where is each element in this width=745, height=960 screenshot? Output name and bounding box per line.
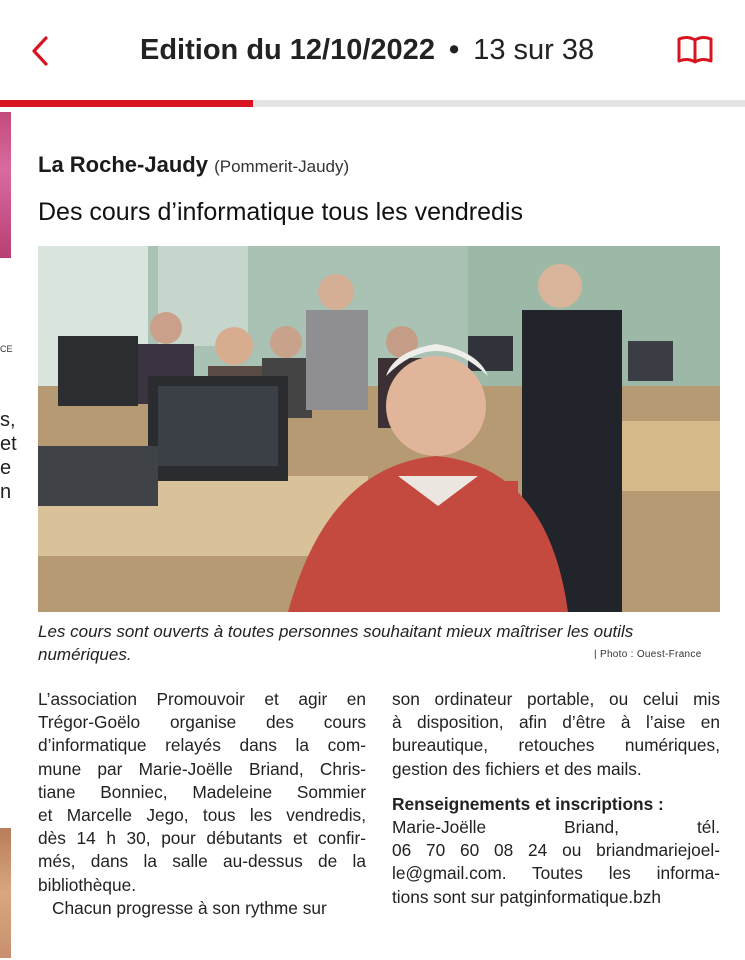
- article-column-1: [38, 688, 366, 920]
- article-locality: [38, 152, 349, 178]
- edition-label: Edition du 12/10/2022: [140, 34, 435, 66]
- body-line: Trégor-Goëlo organise des cours: [38, 712, 366, 733]
- body-line: dès 14 h 30, pour débutants et confir-: [38, 828, 366, 849]
- previous-page-text: s,: [0, 409, 16, 431]
- body-line: son ordinateur portable, ou celui mis: [392, 689, 720, 709]
- body-line: tiane Bonniec, Madeleine Sommier: [38, 781, 366, 802]
- previous-page-photo: [0, 828, 11, 958]
- paragraph-gap: [392, 781, 720, 793]
- body-line: L’association Promouvoir et agir en: [38, 689, 366, 709]
- back-button[interactable]: [26, 34, 56, 68]
- body-line: gestion des fichiers et des mails.: [392, 758, 642, 779]
- photo-caption: Les cours sont ouverts à toutes personnes souhaitant mieux maîtriser les outils numériques.: [38, 622, 634, 664]
- reading-progress: [0, 100, 745, 107]
- body-line: à disposition, afin d’être à l’aise en: [392, 712, 720, 733]
- previous-page-text: e: [0, 457, 12, 479]
- locality-sub: (Pommerit-Jaudy): [214, 157, 350, 176]
- body-line: mune par Marie-Joëlle Briand, Chris-: [38, 758, 366, 779]
- top-bar: [0, 0, 745, 100]
- body-line: bureautique, retouches numériques,: [392, 735, 720, 756]
- info-line: Marie-Joëlle Briand, tél.: [392, 816, 720, 837]
- article-headline: Des cours d’informatique tous les vendredis: [38, 198, 523, 226]
- info-heading: Renseignements et inscriptions :: [392, 793, 664, 814]
- edition-title: [140, 28, 594, 72]
- previous-page-text: n: [0, 481, 12, 503]
- photo-credit: | Photo : Ouest-France: [594, 649, 702, 660]
- title-separator: •: [449, 34, 460, 66]
- body-line: bibliothèque.: [38, 874, 137, 895]
- previous-page-text: et: [0, 433, 17, 455]
- info-line: 06 70 60 08 24 ou briandmariejoel-: [392, 840, 720, 861]
- reading-progress-fill: [0, 100, 253, 107]
- body-line: et Marcelle Jego, tous les vendredis,: [38, 804, 366, 825]
- previous-page-credit: CE: [0, 344, 13, 354]
- body-line: més, dans la salle au-dessus de la: [38, 851, 366, 872]
- info-line: tions sont sur patginformatique.bzh: [392, 886, 661, 907]
- classroom-photo: [38, 246, 720, 612]
- article-column-2: [392, 688, 720, 909]
- reader-mode-button[interactable]: [676, 34, 714, 66]
- previous-page-photo: [0, 112, 11, 258]
- page-indicator: 13 sur 38: [473, 34, 595, 66]
- info-line: le@gmail.com. Toutes les informa-: [392, 863, 720, 884]
- body-line: d’informatique relayés dans la com-: [38, 735, 366, 756]
- locality-city: La Roche-Jaudy: [38, 152, 208, 177]
- previous-page-edge[interactable]: [0, 112, 17, 960]
- open-book-icon: [676, 34, 714, 66]
- article-photo[interactable]: [38, 246, 720, 612]
- chevron-left-icon: [26, 34, 56, 68]
- body-line: Chacun progresse à son rythme sur: [52, 897, 327, 918]
